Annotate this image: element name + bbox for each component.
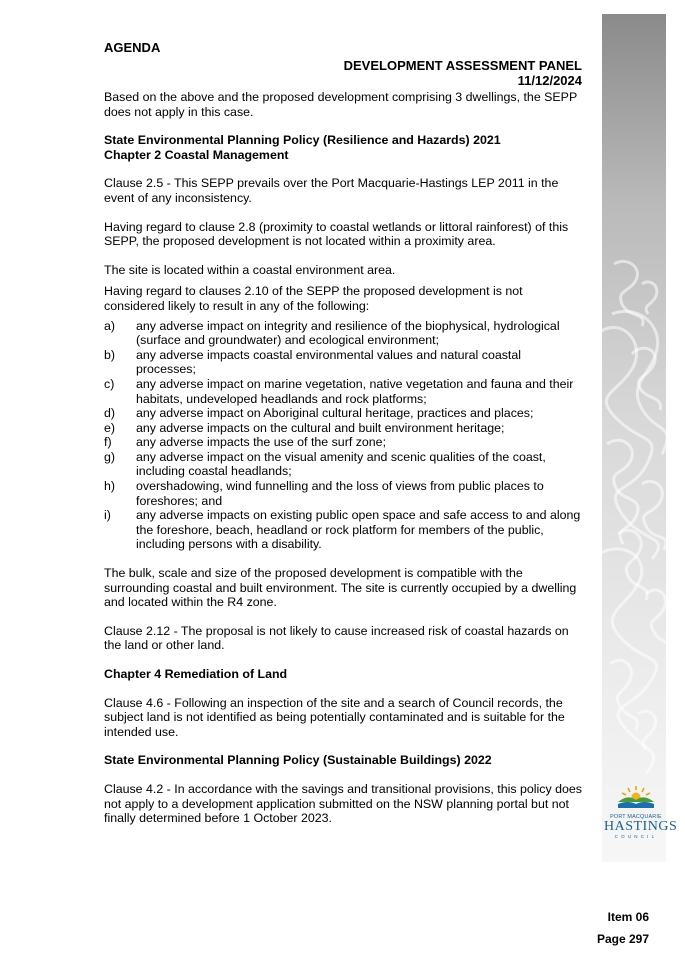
list-text: any adverse impact on the visual amenity and scenic qualities of the coast, including coastal headlands;	[136, 449, 546, 479]
list-text: overshadowing, wind funnelling and the loss of views from public places to foreshores; and	[136, 479, 544, 508]
criteria-list	[104, 319, 582, 553]
list-marker: h)	[104, 479, 116, 494]
list-item	[104, 421, 582, 436]
section-heading: State Environmental Planning Policy (Sustainable Buildings) 2022	[104, 753, 492, 768]
paragraph: Clause 2.5 - This SEPP prevails over the Port Macquarie-Hastings LEP 2011 in the event of any inconsistency.	[104, 176, 559, 205]
list-marker: g)	[104, 449, 116, 464]
section-subheading: Chapter 2 Coastal Management	[104, 147, 289, 162]
list-marker: d)	[104, 406, 116, 421]
list-marker: e)	[104, 420, 116, 435]
paragraph: Clause 4.2 - In accordance with the savings and transitional provisions, this policy does not apply to a development application submitted on the NSW planning portal but not finally determined before 1 October 2023.	[104, 781, 582, 826]
list-marker: b)	[104, 347, 116, 362]
list-text: any adverse impacts the use of the surf zone;	[136, 435, 387, 450]
page-number: Page 297	[596, 932, 649, 946]
list-text: any adverse impact on integrity and resilience of the biophysical, hydrological (surface and groundwater) and ecological environment;	[136, 318, 560, 348]
section-heading: Chapter 4 Remediation of Land	[104, 667, 288, 681]
list-item	[104, 479, 582, 508]
item-number: Item 06	[607, 910, 649, 924]
document-header	[344, 58, 582, 88]
paragraph: Having regard to clauses 2.10 of the SEPP the proposed development is not considered likely to result in any of the following:	[104, 284, 523, 313]
paragraph: Having regard to clause 2.8 (proximity to coastal wetlands or littoral rainforest) of this SEPP, the proposed development is not located within a proximity area.	[104, 219, 569, 249]
sun-and-hills-logo-icon	[616, 784, 656, 808]
paragraph: Based on the above and the proposed development comprising 3 dwellings, the SEPP does not apply in this case.	[104, 90, 577, 119]
section-heading: State Environmental Planning Policy (Resilience and Hazards) 2021	[104, 133, 501, 148]
list-item	[104, 508, 582, 552]
logo-line-2: HASTINGS	[604, 818, 678, 834]
list-item	[104, 348, 582, 377]
list-item	[104, 406, 582, 421]
list-item	[104, 435, 582, 450]
list-text: any adverse impacts on the cultural and built environment heritage;	[136, 420, 505, 435]
list-text: any adverse impacts on existing public open space and safe access to and along the foreshore, beach, headland or rock platform for members of the public, including persons with a disability.	[136, 508, 581, 552]
document-body	[104, 90, 582, 826]
list-marker: i)	[104, 508, 111, 523]
list-marker: c)	[104, 376, 115, 391]
paragraph: The bulk, scale and size of the proposed development is compatible with the surrounding coastal and built environment. The site is currently occupied by a dwelling and located within the R4 zone.	[104, 566, 577, 610]
paragraph: Clause 2.12 - The proposal is not likely to cause increased risk of coastal hazards on the land or other land.	[104, 623, 569, 653]
logo-line-1: PORT MACQUARIE	[610, 813, 662, 820]
logo-line-3: COUNCIL	[614, 833, 658, 839]
decorative-sidebar	[602, 14, 678, 862]
swirl-pattern-icon	[602, 14, 678, 862]
meeting-date: 11/12/2024	[517, 73, 582, 88]
list-text: any adverse impacts coastal environmental values and natural coastal processes;	[136, 347, 522, 377]
paragraph: The site is located within a coastal environment area.	[104, 262, 396, 277]
panel-title: DEVELOPMENT ASSESSMENT PANEL	[343, 58, 582, 73]
list-marker: f)	[104, 435, 112, 450]
list-item	[104, 450, 582, 479]
agenda-label: AGENDA	[104, 40, 161, 55]
list-marker: a)	[104, 318, 116, 333]
list-text: any adverse impact on marine vegetation, native vegetation and fauna and their habitats, undeveloped headlands and rock platforms;	[136, 376, 574, 406]
paragraph: Clause 4.6 - Following an inspection of the site and a search of Council records, the subject land is not identified as being potentially contaminated and is suitable for the intended use.	[104, 695, 565, 739]
list-item	[104, 377, 582, 406]
list-text: any adverse impact on Aboriginal cultural heritage, practices and places;	[136, 406, 534, 421]
list-item	[104, 319, 582, 348]
council-logo	[604, 784, 678, 844]
